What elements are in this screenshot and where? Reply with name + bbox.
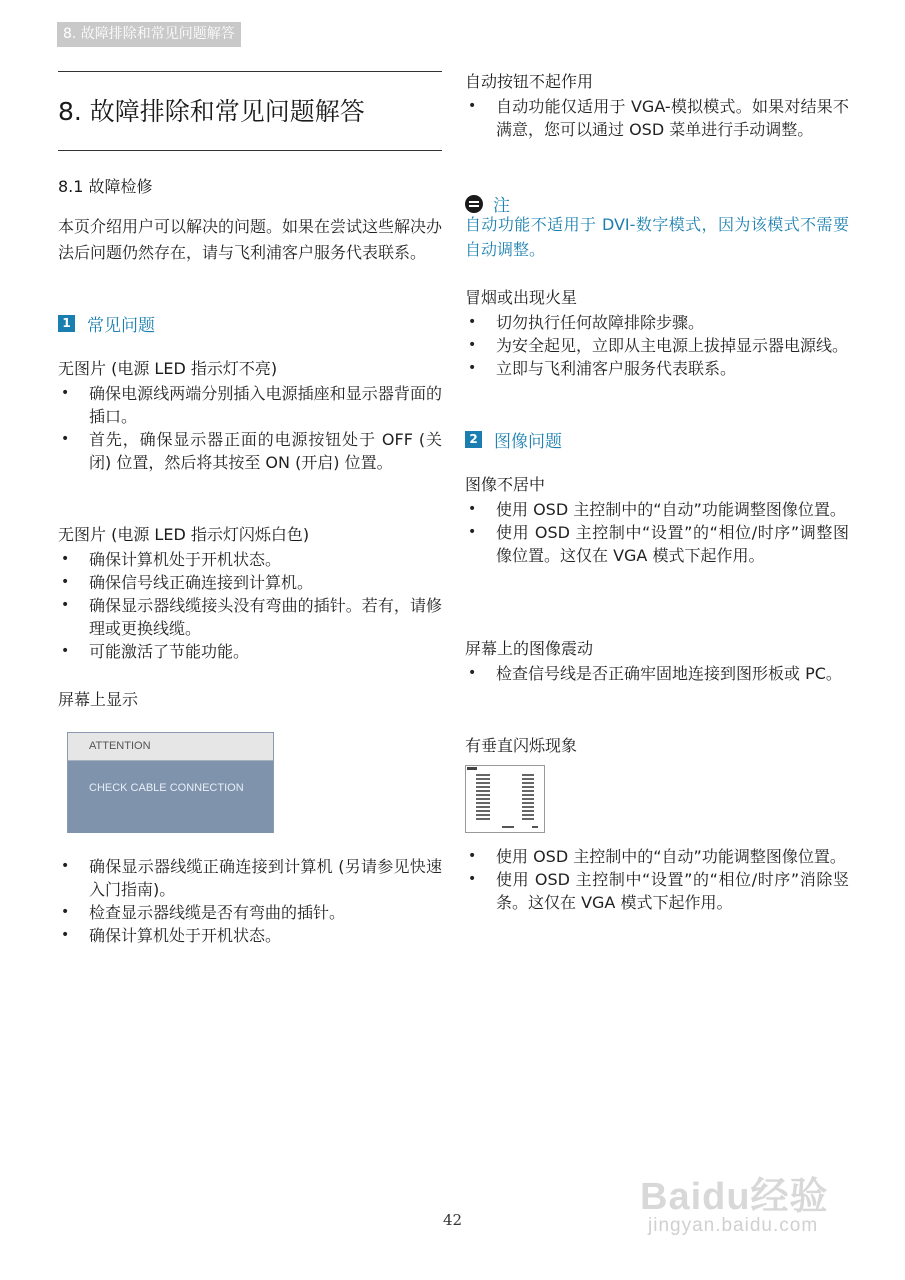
list-item: • 使用 OSD 主控制中“设置”的“相位/时序”调整图像位置。这仅在 VGA 模式下起作用。 [465,521,849,567]
list-item: • 检查信号线是否正确牢固地连接到图形板或 PC。 [465,662,849,685]
list-item: • 确保计算机处于开机状态。 [58,924,442,947]
subsection-common-problems [58,311,155,336]
list-item: • 使用 OSD 主控制中的“自动”功能调整图像位置。 [465,845,849,868]
list-item: • 确保计算机处于开机状态。 [58,548,442,571]
list-item: • 确保信号线正确连接到计算机。 [58,571,442,594]
vibrating-block [465,637,849,685]
list-item: • 可能激活了节能功能。 [58,640,442,663]
list-item: • 自动功能仅适用于 VGA-模拟模式。如果对结果不满意，您可以通过 OSD 菜单进行手动调整。 [465,95,849,141]
header-tab: 8. 故障排除和常见问题解答 [57,22,241,47]
note-text: 自动功能不适用于 DVI-数字模式，因为该模式不需要自动调整。 [465,215,849,259]
note-label: 注 [493,196,510,216]
list-item: • 首先，确保显示器正面的电源按钮处于 OFF (关闭) 位置，然后将其按至 ON (开启) 位置。 [58,428,442,474]
watermark-url: jingyan.baidu.com [648,1215,819,1236]
block-title: 自动按钮不起作用 [465,72,594,91]
screen-display-block [58,688,442,713]
list-item: • 确保显示器线缆接头没有弯曲的插针。若有，请修理或更换线缆。 [58,594,442,640]
section-title: 8.1 故障检修 [58,177,153,196]
bullet-list [465,845,849,914]
bullet-list [465,662,849,685]
note-icon [465,195,483,213]
chapter-title: 8. 故障排除和常见问题解答 [58,97,365,126]
flicker-pattern-icon [466,766,544,832]
subsection-image-problems [465,427,562,452]
top-rule [58,71,442,72]
block-title: 无图片 (电源 LED 指示灯不亮) [58,359,278,378]
bullet-list [58,548,442,663]
list-item: • 使用 OSD 主控制中的“自动”功能调整图像位置。 [465,498,849,521]
bullet-list [58,382,442,474]
list-item: • 确保显示器线缆正确连接到计算机 (另请参见快速入门指南)。 [58,855,442,901]
smoke-block [465,286,849,380]
vertical-flicker-items [465,845,849,914]
page-number: 42 [442,1211,463,1229]
block-title: 有垂直闪烁现象 [465,736,578,755]
bullet-list [465,498,849,567]
watermark-brand: Baidu经验 [640,1176,829,1218]
no-picture-led-white-block [58,523,442,663]
bullet-list [465,311,849,380]
list-item: • 立即与飞利浦客户服务代表联系。 [465,357,849,380]
subsection-number-badge: 2 [465,431,482,448]
subsection-number-badge: 1 [58,315,75,332]
list-item: • 使用 OSD 主控制中“设置”的“相位/时序”消除竖条。这仅在 VGA 模式下起作用。 [465,868,849,914]
vertical-flicker-block [465,734,849,759]
bullet-list [58,855,442,947]
intro-paragraph: 本页介绍用户可以解决的问题。如果在尝试这些解决办法后问题仍然存在，请与飞利浦客户服务代表联系。 [58,217,443,262]
block-title: 图像不居中 [465,475,546,494]
osd-header: ATTENTION [68,733,273,761]
not-centered-block [465,473,849,567]
osd-attention-box [67,732,274,833]
osd-message: CHECK CABLE CONNECTION [68,761,273,833]
list-item: • 确保电源线两端分别插入电源插座和显示器背面的插口。 [58,382,442,428]
list-item: • 切勿执行任何故障排除步骤。 [465,311,849,334]
subsection-label: 常见问题 [87,316,155,336]
block-title: 屏幕上显示 [58,690,139,709]
list-item: • 检查显示器线缆是否有弯曲的插针。 [58,901,442,924]
block-title: 屏幕上的图像震动 [465,639,594,658]
subsection-label: 图像问题 [494,432,562,452]
flicker-pattern-thumbnail [465,765,545,833]
no-picture-led-off-block [58,357,442,474]
after-osd-block [58,855,442,947]
auto-button-block [465,70,849,141]
block-title: 冒烟或出现火星 [465,288,578,307]
list-item: • 为安全起见，立即从主电源上拔掉显示器电源线。 [465,334,849,357]
baidu-watermark [640,1165,860,1245]
block-title: 无图片 (电源 LED 指示灯闪烁白色) [58,525,310,544]
bullet-list [465,95,849,141]
title-rule [58,150,442,151]
